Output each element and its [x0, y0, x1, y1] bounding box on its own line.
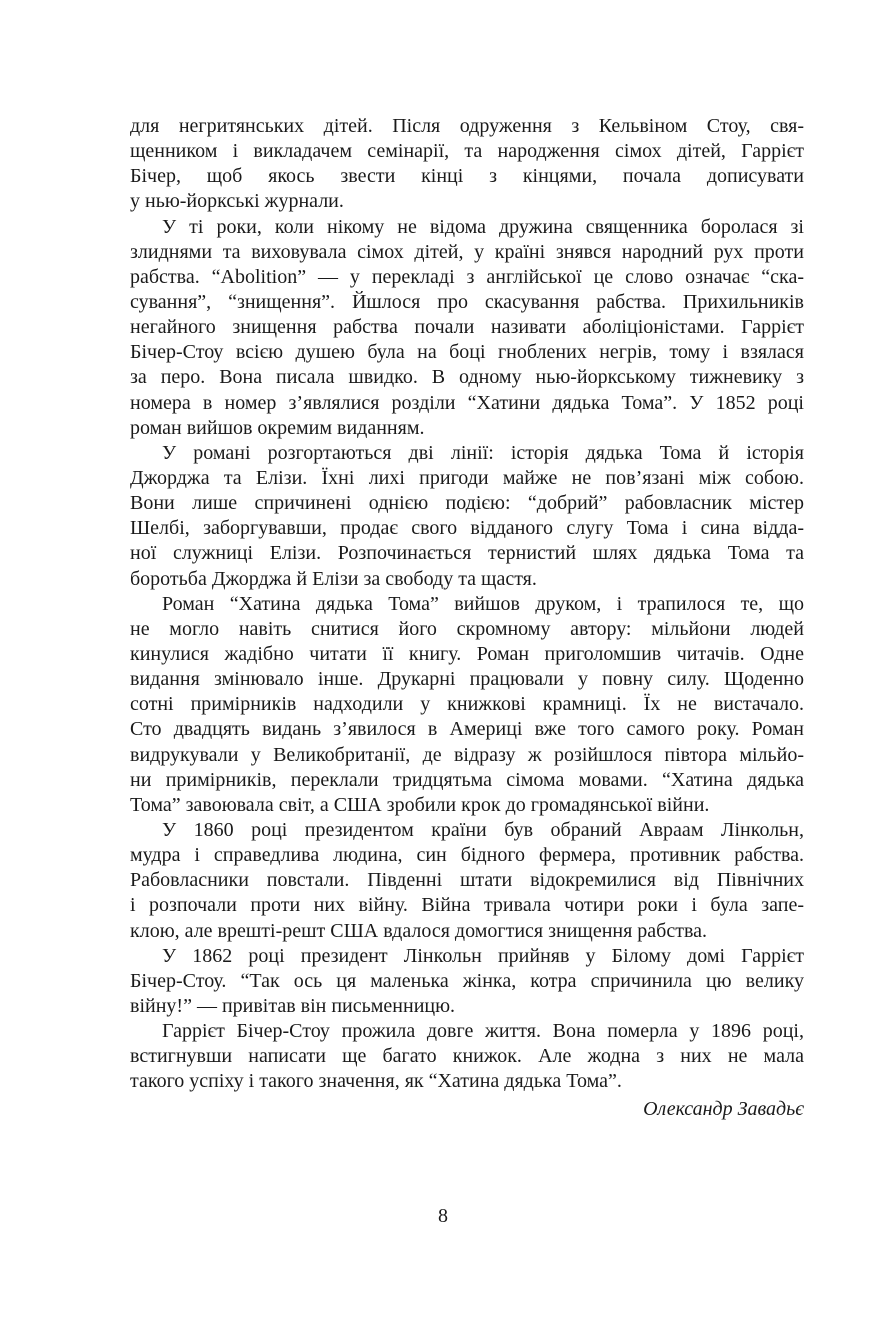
- text-line: злиднями та виховувала сімох дітей, у країні знявся народний рух проти: [130, 240, 804, 263]
- text-line: Джорджа та Елізи. Їхні лихі пригоди майже не пов’язані між собою.: [130, 466, 804, 489]
- text-line: Гаррієт Бічер-Стоу прожила довге життя. Вона померла у 1896 році,: [162, 1020, 804, 1043]
- text-line: номера в номер з’являлися розділи “Хатини дядька Тома”. У 1852 році: [130, 391, 804, 414]
- text-line: Тома” завоювала світ, а США зробили крок до громадянської війни.: [130, 793, 710, 816]
- text-line: Сто двадцять видань з’явилося в Америці вже того самого року. Роман: [130, 718, 804, 741]
- article-text: [130, 114, 804, 1094]
- text-line: боротьба Джорджа й Елізи за свободу та щастя.: [130, 567, 537, 590]
- text-line: сування”, “знищення”. Йшлося про скасування рабства. Прихильників: [130, 290, 804, 313]
- text-line: рабства. “Abolition” — у перекладі з англійської це слово означає “ска-: [130, 265, 804, 288]
- text-line: Шелбі, заборгувавши, продає свого відданого слугу Тома і сина відда-: [130, 517, 804, 540]
- text-line: Рабовласники повстали. Південні штати відокремилися від Північних: [130, 869, 804, 892]
- text-line: ної служниці Елізи. Розпочинається тернистий шлях дядька Тома та: [130, 542, 804, 565]
- paragraph: [130, 944, 804, 1019]
- text-line: клою, але врешті-решт США вдалося домогтися знищення рабства.: [130, 919, 708, 942]
- text-line: встигнувши написати ще багато книжок. Але жодна з них не мала: [130, 1045, 804, 1068]
- author-signature: Олександр Завадьє: [643, 1098, 804, 1120]
- text-line: ни примірників, переклали тридцятьма сімома мовами. “Хатина дядька: [130, 768, 804, 791]
- paragraph: [130, 114, 804, 215]
- text-line: Роман “Хатина дядька Тома” вийшов друком, і трапилося те, що: [162, 592, 804, 615]
- text-line: сотні примірників надходили у книжкові крамниці. Їх не вистачало.: [130, 693, 804, 716]
- text-line: для негритянських дітей. Після одруження з Кельвіном Стоу, свя-: [130, 115, 804, 137]
- paragraph: [130, 1019, 804, 1094]
- text-line: У 1862 році президент Лінкольн прийняв у Білому домі Гаррієт: [162, 944, 804, 967]
- text-line: Бічер-Стоу всією душею була на боці гноблених негрів, тому і взялася: [130, 341, 804, 364]
- paragraph: [130, 441, 804, 592]
- text-line: У ті роки, коли нікому не відома дружина священника боролася зі: [162, 215, 804, 238]
- text-line: такого успіху і такого значення, як “Хатина дядька Тома”.: [130, 1070, 622, 1093]
- text-line: У 1860 році президентом країни був обраний Авраам Лінкольн,: [162, 818, 804, 841]
- paragraph: [130, 592, 804, 818]
- page-number: 8: [438, 1205, 448, 1227]
- text-line: не могло навіть снитися його скромному автору: мільйони людей: [130, 617, 804, 640]
- text-line: війну!” — привітав він письменницю.: [130, 994, 456, 1017]
- text-line: щенником і викладачем семінарії, та народження сімох дітей, Гаррієт: [130, 140, 804, 163]
- paragraph: [130, 818, 804, 944]
- text-line: кинулися жадібно читати її книгу. Роман приголомшив читачів. Одне: [130, 642, 804, 665]
- text-line: за перо. Вона писала швидко. В одному нью-йоркському тижневику з: [130, 366, 804, 389]
- text-line: у нью-йоркські журнали.: [130, 190, 344, 213]
- paragraph: [130, 215, 804, 441]
- text-line: негайного знищення рабства почали називати аболіціоністами. Гаррієт: [130, 316, 804, 339]
- text-line: видання змінювало інше. Друкарні працювали у повну силу. Щоденно: [130, 668, 804, 691]
- text-line: роман вийшов окремим виданням.: [130, 416, 425, 439]
- text-line: і розпочали проти них війну. Війна тривала чотири роки і була запе-: [130, 894, 804, 917]
- text-line: У романі розгортаються дві лінії: історія дядька Тома й історія: [162, 441, 804, 464]
- text-line: Бічер, щоб якось звести кінці з кінцями, почала дописувати: [130, 165, 804, 188]
- text-line: видрукували у Великобританії, де відразу ж розійшлося півтора мільйо-: [130, 743, 804, 766]
- text-line: Вони лише спричинені однією подією: “добрий” рабовласник містер: [130, 492, 804, 515]
- text-line: Бічер-Стоу. “Так ось ця маленька жінка, котра спричинила цю велику: [130, 969, 804, 992]
- text-line: мудра і справедлива людина, син бідного фермера, противник рабства.: [130, 844, 804, 867]
